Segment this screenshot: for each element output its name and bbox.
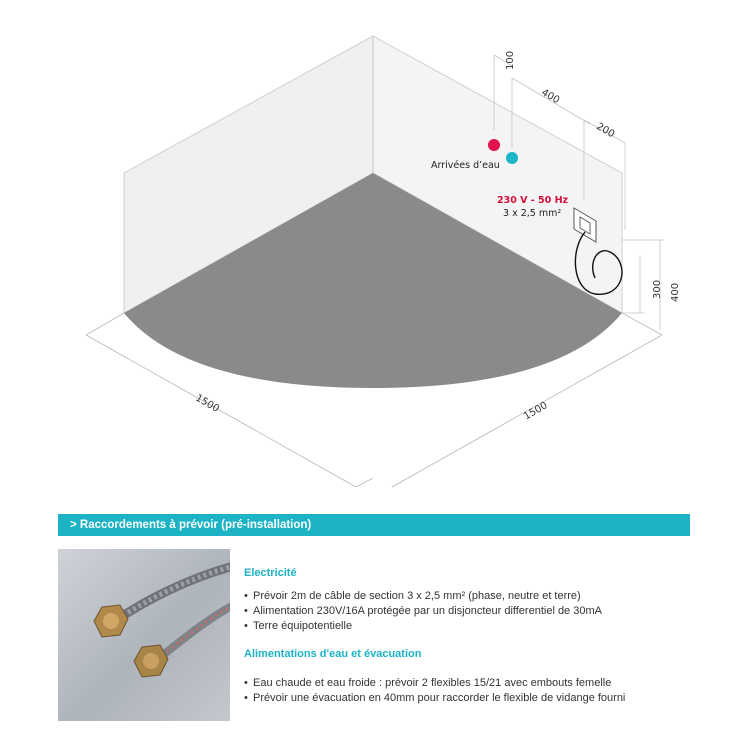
water-list (244, 676, 704, 706)
list-item: • Terre équipotentielle (244, 620, 353, 632)
requirements-content (244, 567, 704, 706)
electricity-heading: Electricité (244, 567, 297, 579)
list-item: • Prévoir une évacuation en 40mm pour raccorder le flexible de vidange fourni (244, 692, 626, 704)
list-item: • Eau chaude et eau froide : prévoir 2 flexibles 15/21 avec embouts femelle (244, 677, 612, 689)
cable-section-label: 3 x 2,5 mm² (503, 208, 562, 219)
dim-1500-right: 1500 (521, 400, 550, 423)
dim-300: 300 (652, 279, 663, 299)
flexible-hoses-photo (58, 549, 230, 721)
voltage-label: 230 V - 50 Hz (497, 195, 569, 206)
list-item: • Alimentation 230V/16A protégée par un disjoncteur differentiel de 30mA (244, 605, 602, 617)
list-item: • Prévoir 2m de câble de section 3 x 2,5 mm² (phase, neutre et terre) (244, 590, 581, 602)
hot-water-inlet (488, 139, 500, 151)
water-heading: Alimentations d'eau et évacuation (244, 648, 422, 660)
cold-water-inlet (506, 152, 518, 164)
dim-200: 200 (594, 121, 617, 141)
dim-1500-left: 1500 (193, 392, 221, 415)
dim-400-side: 400 (670, 282, 681, 302)
dim-400-top: 400 (539, 87, 562, 107)
water-inlets-label: Arrivées d’eau (431, 160, 500, 171)
section-title-bar: > Raccordements à prévoir (pré-installation) (58, 514, 690, 536)
dim-100: 100 (505, 50, 516, 70)
hose-illustration (58, 549, 230, 721)
electricity-list (244, 589, 704, 634)
